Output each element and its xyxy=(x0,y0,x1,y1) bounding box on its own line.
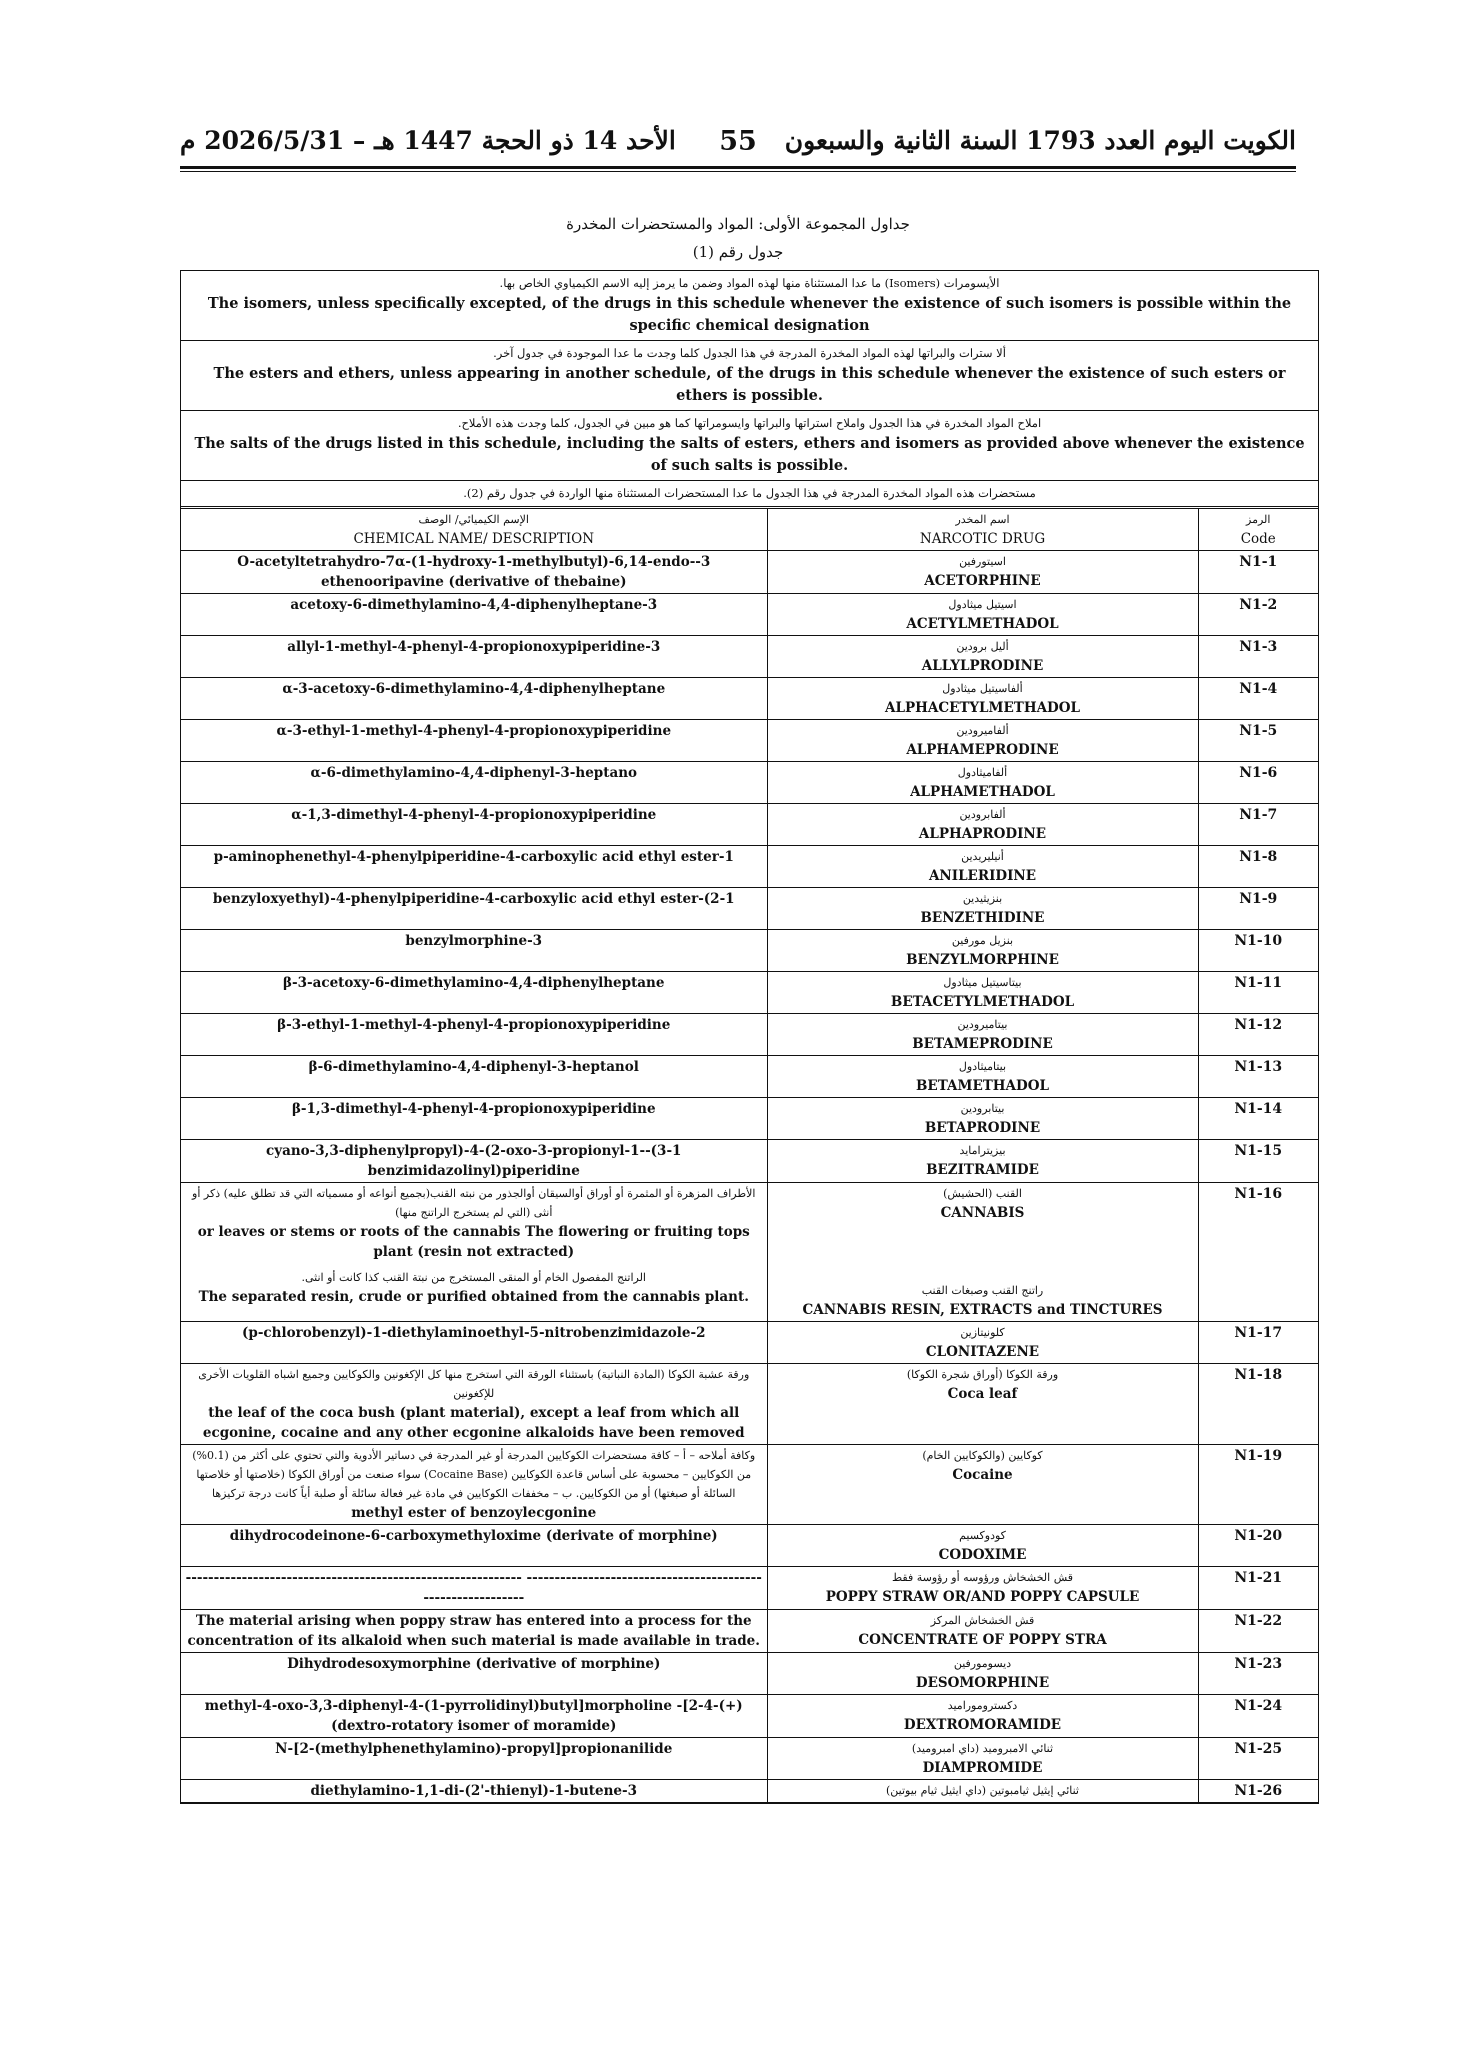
drug-code: N1-2 xyxy=(1239,597,1278,613)
drug-code: N1-15 xyxy=(1234,1143,1283,1159)
drug-cell xyxy=(767,720,1198,762)
table-row xyxy=(181,720,1318,762)
drug-cell xyxy=(767,1140,1198,1183)
note-en: The salts of the drugs listed in this schedule, including the salts of esters, ethers and isomers as provided above whenever the existence of such salts is possible. xyxy=(194,435,1305,474)
drug-name-en: ACETYLMETHADOL xyxy=(906,616,1059,632)
description-cell xyxy=(181,1695,767,1738)
note-ar: الأيسومرات (Isomers) ما عدا المستثناة منها لهذه المواد وضمن ما يرمز إليه الاسم الكيمياوي الخاص بها. xyxy=(499,276,1000,290)
drug-cell xyxy=(767,846,1198,888)
description-cell xyxy=(181,1056,767,1098)
drug-name-ar: بنزيل مورفين xyxy=(951,934,1014,947)
description-cell xyxy=(181,551,767,594)
drug-cell xyxy=(767,1610,1198,1653)
drug-name-en: ALLYLPRODINE xyxy=(921,658,1044,674)
schedule-table xyxy=(180,270,1319,1804)
table-row xyxy=(181,1738,1318,1780)
page-header xyxy=(180,120,1296,168)
drug-code: N1-5 xyxy=(1239,723,1278,739)
description-en: cyano-3,3-diphenylpropyl)-4-(2-oxo-3-propionyl-1--(3-1 benzimidazolinyl)piperidine xyxy=(266,1143,682,1179)
drug-code: N1-3 xyxy=(1239,639,1278,655)
drug-cell xyxy=(767,930,1198,972)
description-cell xyxy=(181,1738,767,1780)
drug-code: N1-8 xyxy=(1239,849,1278,865)
description-en: dihydrocodeinone-6-carboxymethyloxime (derivate of morphine) xyxy=(229,1528,718,1544)
drug-code: N1-7 xyxy=(1239,807,1278,823)
table-row xyxy=(181,1056,1318,1098)
gazette-issue: الكويت اليوم العدد 1793 السنة الثانية والسبعون xyxy=(784,126,1296,155)
table-row xyxy=(181,888,1318,930)
drug-name-ar: القنب (الحشيش) xyxy=(943,1187,1022,1200)
code-cell xyxy=(1198,1056,1318,1098)
description-cell xyxy=(181,1014,767,1056)
code-cell xyxy=(1198,1695,1318,1738)
drug-code: N1-4 xyxy=(1239,681,1278,697)
page-number: 55 xyxy=(719,126,757,157)
drug-cell xyxy=(767,1183,1198,1322)
drug-name-ar: بيزيترامايد xyxy=(959,1144,1006,1157)
col-drug-en: NARCOTIC DRUG xyxy=(919,531,1046,547)
col-drug-ar: اسم المخدر xyxy=(955,513,1010,526)
drug-cell xyxy=(767,594,1198,636)
description-en: diethylamino-1,1-di-(2'-thienyl)-1-butene-3 xyxy=(310,1783,638,1799)
description-en: methyl ester of benzoylecgonine xyxy=(351,1505,597,1521)
table-row xyxy=(181,1653,1318,1695)
drug-code: N1-22 xyxy=(1234,1613,1283,1629)
description-en: or leaves or stems or roots of the cannabis The flowering or fruiting tops plant (resin not extracted) xyxy=(197,1224,750,1260)
drug-name-ar: ثنائي الامبروميد (داي امبروميد) xyxy=(911,1742,1054,1755)
table-row xyxy=(181,1183,1318,1322)
description-en: ------------------------------------------------------------ ------------------------------------------------------------ xyxy=(185,1570,762,1606)
drug-cell xyxy=(767,1653,1198,1695)
drug-cell xyxy=(767,1322,1198,1364)
drug-code: N1-20 xyxy=(1234,1528,1283,1544)
code-cell xyxy=(1198,1653,1318,1695)
code-cell xyxy=(1198,846,1318,888)
drug-code: N1-11 xyxy=(1234,975,1283,991)
drug-cell xyxy=(767,1056,1198,1098)
description-cell xyxy=(181,1445,767,1525)
description-ar: وكافة أملاحه – أ – كافة مستحضرات الكوكايين المدرجة أو غير المدرجة في دساتير الأدوية والتي تحتوي على أكثر من (0.1%) من الكوكايين – محسوبة على أساس قاعدة الكوكايين (Cocaine Base) سواء صنعت من أوراق الكوكا (خلاصتها أو خلاصتها السائلة أو صبغتها) أو من الكوكايين. ب – مخففات الكوكايين في مادة غير فعالة سائلة أو صلبة أياً كانت درجة تركيزها xyxy=(192,1449,756,1500)
drug-name-ar: قش الخشخاش ورؤوسه أو رؤوسة فقط xyxy=(891,1571,1073,1584)
description-en: (p-chlorobenzyl)-1-diethylaminoethyl-5-nitrobenzimidazole-2 xyxy=(242,1325,706,1341)
description-ar: ورقة عشبة الكوكا (المادة النباتية) باستثناء الورقة التي استخرج منها كل الإكغونين والكوكايين وجميع اشباه القلويات الأخرى للإكغونين xyxy=(198,1368,750,1400)
drug-code: N1-16 xyxy=(1234,1186,1283,1202)
code-cell xyxy=(1198,1322,1318,1364)
drug-code: N1-19 xyxy=(1234,1448,1283,1464)
drug-name-en: ANILERIDINE xyxy=(928,868,1037,884)
drug-name-en: DIAMPROMIDE xyxy=(922,1760,1043,1776)
table-row xyxy=(181,551,1318,594)
description-cell xyxy=(181,636,767,678)
drug-name-en: BETAMEPRODINE xyxy=(912,1036,1053,1052)
header-rule-thin xyxy=(180,171,1296,172)
drug-cell xyxy=(767,1364,1198,1445)
description-en: α-3-acetoxy-6-dimethylamino-4,4-diphenylheptane xyxy=(282,681,666,697)
note-en: The isomers, unless specifically excepted, of the drugs in this schedule whenever the existence of such isomers is possible within the specific chemical designation xyxy=(207,295,1292,334)
col-desc-header xyxy=(181,509,767,551)
drug-cell xyxy=(767,1780,1198,1803)
description-ar: الأطراف المزهرة أو المثمرة أو أوراق أوالسيقان أوالجذور من نبته القنب(بجميع أنواعه أو مسمياته التي قد تطلق عليه) ذكر أو أنثى (التي لم يستخرج الراتنج منها) xyxy=(192,1187,756,1219)
drug-name-ar: قش الخشخاش المركز xyxy=(930,1614,1035,1627)
description-en: O-acetyltetrahydro-7α-(1-hydroxy-1-methylbutyl)-6,14-endo--3 ethenooripavine (derivative of thebaine) xyxy=(237,554,711,590)
drug-cell xyxy=(767,1695,1198,1738)
code-cell xyxy=(1198,804,1318,846)
code-cell xyxy=(1198,720,1318,762)
code-cell xyxy=(1198,1098,1318,1140)
drug-name-en: ALPHAMEPRODINE xyxy=(906,742,1059,758)
description-ar-2: الراتنج المفصول الخام أو المنقى المستخرج من نبتة القنب كذا كانت أو انثى. xyxy=(301,1271,646,1284)
drug-name-en: ACETORPHINE xyxy=(924,573,1041,589)
drug-cell xyxy=(767,1014,1198,1056)
drug-code: N1-25 xyxy=(1234,1741,1283,1757)
description-en: The material arising when poppy straw has entered into a process for the concentration of its alkaloid when such material is made available in trade. xyxy=(187,1613,760,1649)
table-row xyxy=(181,804,1318,846)
drug-code: N1-12 xyxy=(1234,1017,1283,1033)
code-cell xyxy=(1198,1183,1318,1322)
description-cell xyxy=(181,1098,767,1140)
note-isomers xyxy=(181,271,1318,341)
code-cell xyxy=(1198,594,1318,636)
drug-name-en: Coca leaf xyxy=(947,1386,1018,1402)
description-cell xyxy=(181,762,767,804)
col-code-ar: الرمز xyxy=(1246,513,1271,526)
table-row xyxy=(181,846,1318,888)
drug-cell xyxy=(767,804,1198,846)
drug-code: N1-6 xyxy=(1239,765,1278,781)
description-en: Dihydrodesoxymorphine (derivative of morphine) xyxy=(287,1656,661,1672)
drug-name-ar: بيتاسيتيل ميثادول xyxy=(943,976,1022,989)
code-cell xyxy=(1198,636,1318,678)
drug-cell xyxy=(767,678,1198,720)
code-cell xyxy=(1198,1567,1318,1610)
table-row xyxy=(181,594,1318,636)
drug-name-ar: كلونيتازين xyxy=(960,1326,1005,1339)
description-cell xyxy=(181,1610,767,1653)
table-row xyxy=(181,678,1318,720)
drug-cell xyxy=(767,972,1198,1014)
drug-name-en: CODOXIME xyxy=(938,1547,1027,1563)
drug-name-ar: ديسومورفين xyxy=(953,1657,1012,1670)
drug-name-en: BENZYLMORPHINE xyxy=(906,952,1059,968)
drug-cell xyxy=(767,1738,1198,1780)
code-cell xyxy=(1198,1610,1318,1653)
drug-name-ar: أليل برودين xyxy=(956,640,1009,653)
drug-code: N1-1 xyxy=(1239,554,1278,570)
table-row xyxy=(181,1098,1318,1140)
description-cell xyxy=(181,1567,767,1610)
code-cell xyxy=(1198,930,1318,972)
table-row xyxy=(181,636,1318,678)
description-cell xyxy=(181,678,767,720)
code-cell xyxy=(1198,1140,1318,1183)
drug-name-ar-2: راتنج القنب وصبغات القنب xyxy=(921,1284,1044,1297)
description-en: N-[2-(methylphenethylamino)-propyl]propionanilide xyxy=(275,1741,673,1757)
drug-cell xyxy=(767,1445,1198,1525)
code-cell xyxy=(1198,1445,1318,1525)
table-row xyxy=(181,1525,1318,1567)
description-en: methyl-4-oxo-3,3-diphenyl-4-(1-pyrrolidinyl)butyl]morpholine -[2-4-(+) (dextro-rotatory isomer of moramide) xyxy=(204,1698,743,1734)
description-en: β-3-ethyl-1-methyl-4-phenyl-4-propionoxypiperidine xyxy=(277,1017,671,1033)
description-cell xyxy=(181,1780,767,1803)
note-esters xyxy=(181,341,1318,411)
drug-name-en-2: CANNABIS RESIN, EXTRACTS and TINCTURES xyxy=(802,1302,1163,1318)
description-en: α-3-ethyl-1-methyl-4-phenyl-4-propionoxypiperidine xyxy=(276,723,672,739)
table-number: جدول رقم (1) xyxy=(692,243,784,261)
code-cell xyxy=(1198,762,1318,804)
table-row xyxy=(181,1364,1318,1445)
group-title: جداول المجموعة الأولى: المواد والمستحضرات المخدرة xyxy=(566,215,910,233)
drug-code: N1-26 xyxy=(1234,1783,1283,1799)
drug-name-ar: ألفاميثادول xyxy=(957,766,1008,779)
description-en: β-6-dimethylamino-4,4-diphenyl-3-heptanol xyxy=(308,1059,639,1075)
description-en-2: The separated resin, crude or purified obtained from the cannabis plant. xyxy=(198,1289,749,1305)
drug-code: N1-18 xyxy=(1234,1367,1283,1383)
drug-cell xyxy=(767,1567,1198,1610)
drug-cell xyxy=(767,1098,1198,1140)
drug-code: N1-13 xyxy=(1234,1059,1283,1075)
table-row xyxy=(181,1445,1318,1525)
drug-name-ar: ألفاسيتيل ميثادول xyxy=(942,682,1023,695)
drug-name-ar: اسيتورفين xyxy=(959,555,1006,568)
drug-code: N1-23 xyxy=(1234,1656,1283,1672)
table-row xyxy=(181,1695,1318,1738)
drug-name-ar: بيتاميثادول xyxy=(958,1060,1007,1073)
table-row xyxy=(181,972,1318,1014)
code-cell xyxy=(1198,972,1318,1014)
description-en: β-3-acetoxy-6-dimethylamino-4,4-diphenylheptane xyxy=(283,975,665,991)
code-cell xyxy=(1198,1525,1318,1567)
drug-code: N1-14 xyxy=(1234,1101,1283,1117)
drug-name-ar: بيتابرودين xyxy=(960,1102,1005,1115)
code-cell xyxy=(1198,551,1318,594)
description-en: p-aminophenethyl-4-phenylpiperidine-4-carboxylic acid ethyl ester-1 xyxy=(213,849,734,865)
description-cell xyxy=(181,720,767,762)
description-en: α-1,3-dimethyl-4-phenyl-4-propionoxypiperidine xyxy=(291,807,657,823)
code-cell xyxy=(1198,888,1318,930)
issue-date: الأحد 14 ذو الحجة 1447 هـ – 2026/5/31 م xyxy=(180,126,676,155)
note-ar: مستحضرات هذه المواد المخدرة المدرجة في هذا الجدول ما عدا المستحضرات المستثناة منها الواردة في جدول رقم (2). xyxy=(463,486,1036,500)
note-preparations xyxy=(181,481,1318,509)
drugs-table xyxy=(181,509,1318,1803)
col-drug-header xyxy=(767,509,1198,551)
drug-name-en: BETAMETHADOL xyxy=(916,1078,1049,1094)
drug-cell xyxy=(767,762,1198,804)
column-header-row xyxy=(181,509,1318,551)
table-row xyxy=(181,1014,1318,1056)
drug-name-en: POPPY STRAW OR/AND POPPY CAPSULE xyxy=(825,1589,1140,1605)
table-row xyxy=(181,930,1318,972)
drug-cell xyxy=(767,551,1198,594)
drug-code: N1-17 xyxy=(1234,1325,1283,1341)
description-cell xyxy=(181,594,767,636)
code-cell xyxy=(1198,1738,1318,1780)
drug-name-en: ALPHACETYLMETHADOL xyxy=(884,700,1081,716)
table-row xyxy=(181,1567,1318,1610)
description-cell xyxy=(181,846,767,888)
description-en: β-1,3-dimethyl-4-phenyl-4-propionoxypiperidine xyxy=(291,1101,656,1117)
description-en: α-6-dimethylamino-4,4-diphenyl-3-heptano xyxy=(310,765,638,781)
drug-name-en: BETACETYLMETHADOL xyxy=(890,994,1075,1010)
drug-name-en: BETAPRODINE xyxy=(924,1120,1041,1136)
drug-cell xyxy=(767,888,1198,930)
drug-name-ar: اسيتيل ميثادول xyxy=(948,598,1017,611)
drug-name-en: DESOMORPHINE xyxy=(915,1675,1050,1691)
drug-name-ar: كودوكسيم xyxy=(959,1529,1006,1542)
table-row xyxy=(181,1780,1318,1803)
drug-name-ar: ألفابرودين xyxy=(959,808,1006,821)
description-cell xyxy=(181,1183,767,1322)
description-cell xyxy=(181,930,767,972)
description-en: benzylmorphine-3 xyxy=(405,933,543,949)
note-en: The esters and ethers, unless appearing in another schedule, of the drugs in this schedule whenever the existence of such esters or ethers is possible. xyxy=(213,365,1286,404)
drug-name-ar: ألفاميرودين xyxy=(956,724,1009,737)
description-cell xyxy=(181,804,767,846)
table-row xyxy=(181,1140,1318,1183)
drug-name-en: DEXTROMORAMIDE xyxy=(903,1717,1062,1733)
drug-name-ar: بيتاميرودين xyxy=(957,1018,1008,1031)
drug-cell xyxy=(767,636,1198,678)
code-cell xyxy=(1198,1364,1318,1445)
drug-code: N1-21 xyxy=(1234,1570,1283,1586)
description-cell xyxy=(181,1140,767,1183)
drug-name-ar: ورقة الكوكا (أوراق شجرة الكوكا) xyxy=(906,1368,1059,1381)
col-desc-ar: الإسم الكيميائي/ الوصف xyxy=(418,513,529,526)
drug-name-ar: ثنائي إيثيل ثيامبوتين (داي ايثيل ثيام بيوتين) xyxy=(885,1784,1079,1797)
col-code-en: Code xyxy=(1240,531,1276,547)
drug-name-en: BEZITRAMIDE xyxy=(926,1162,1039,1178)
table-row xyxy=(181,1610,1318,1653)
drug-code: N1-10 xyxy=(1234,933,1283,949)
description-cell xyxy=(181,1364,767,1445)
drug-name-ar: بنزيثيدين xyxy=(962,892,1003,905)
drug-name-ar: أنيليريدين xyxy=(961,850,1004,863)
drug-code: N1-24 xyxy=(1234,1698,1283,1714)
note-ar: ألا سترات والبراتها لهذه المواد المخدرة المدرجة في هذا الجدول كلما وجدت ما عدا الموجودة في جدول آخر. xyxy=(493,346,1006,360)
drug-name-en: CONCENTRATE OF POPPY STRA xyxy=(858,1632,1107,1648)
header-rule-thick xyxy=(180,166,1296,169)
drug-name-en: Cocaine xyxy=(952,1467,1013,1483)
drug-name-ar: دكستروموراميد xyxy=(947,1699,1018,1712)
col-desc-en: CHEMICAL NAME/ DESCRIPTION xyxy=(353,531,595,547)
drug-code: N1-9 xyxy=(1239,891,1278,907)
col-code-header xyxy=(1198,509,1318,551)
note-salts xyxy=(181,411,1318,481)
drug-name-en: CANNABIS xyxy=(940,1205,1025,1221)
description-cell xyxy=(181,1525,767,1567)
drug-name-en: CLONITAZENE xyxy=(925,1344,1040,1360)
description-cell xyxy=(181,888,767,930)
note-ar: املاح المواد المخدرة في هذا الجدول واملاح استراتها والبراتها وايسومراتها كما هو مبين في الجدول، كلما وجدت هذه الأملاح. xyxy=(457,416,1042,430)
description-cell xyxy=(181,1653,767,1695)
description-en: benzyloxyethyl)-4-phenylpiperidine-4-carboxylic acid ethyl ester-(2-1 xyxy=(212,891,735,907)
code-cell xyxy=(1198,678,1318,720)
description-cell xyxy=(181,972,767,1014)
table-row xyxy=(181,762,1318,804)
code-cell xyxy=(1198,1780,1318,1803)
drug-name-ar: كوكايين (والكوكايين الخام) xyxy=(922,1449,1043,1462)
code-cell xyxy=(1198,1014,1318,1056)
drug-cell xyxy=(767,1525,1198,1567)
drug-name-en: ALPHAPRODINE xyxy=(918,826,1047,842)
drug-name-en: ALPHAMETHADOL xyxy=(910,784,1055,800)
description-en: acetoxy-6-dimethylamino-4,4-diphenylheptane-3 xyxy=(290,597,658,613)
table-row xyxy=(181,1322,1318,1364)
description-en: allyl-1-methyl-4-phenyl-4-propionoxypiperidine-3 xyxy=(287,639,661,655)
description-cell xyxy=(181,1322,767,1364)
drug-name-en: BENZETHIDINE xyxy=(920,910,1045,926)
description-en: the leaf of the coca bush (plant material), except a leaf from which all ecgonine, cocaine and any other ecgonine alkaloids have been removed xyxy=(202,1405,745,1441)
